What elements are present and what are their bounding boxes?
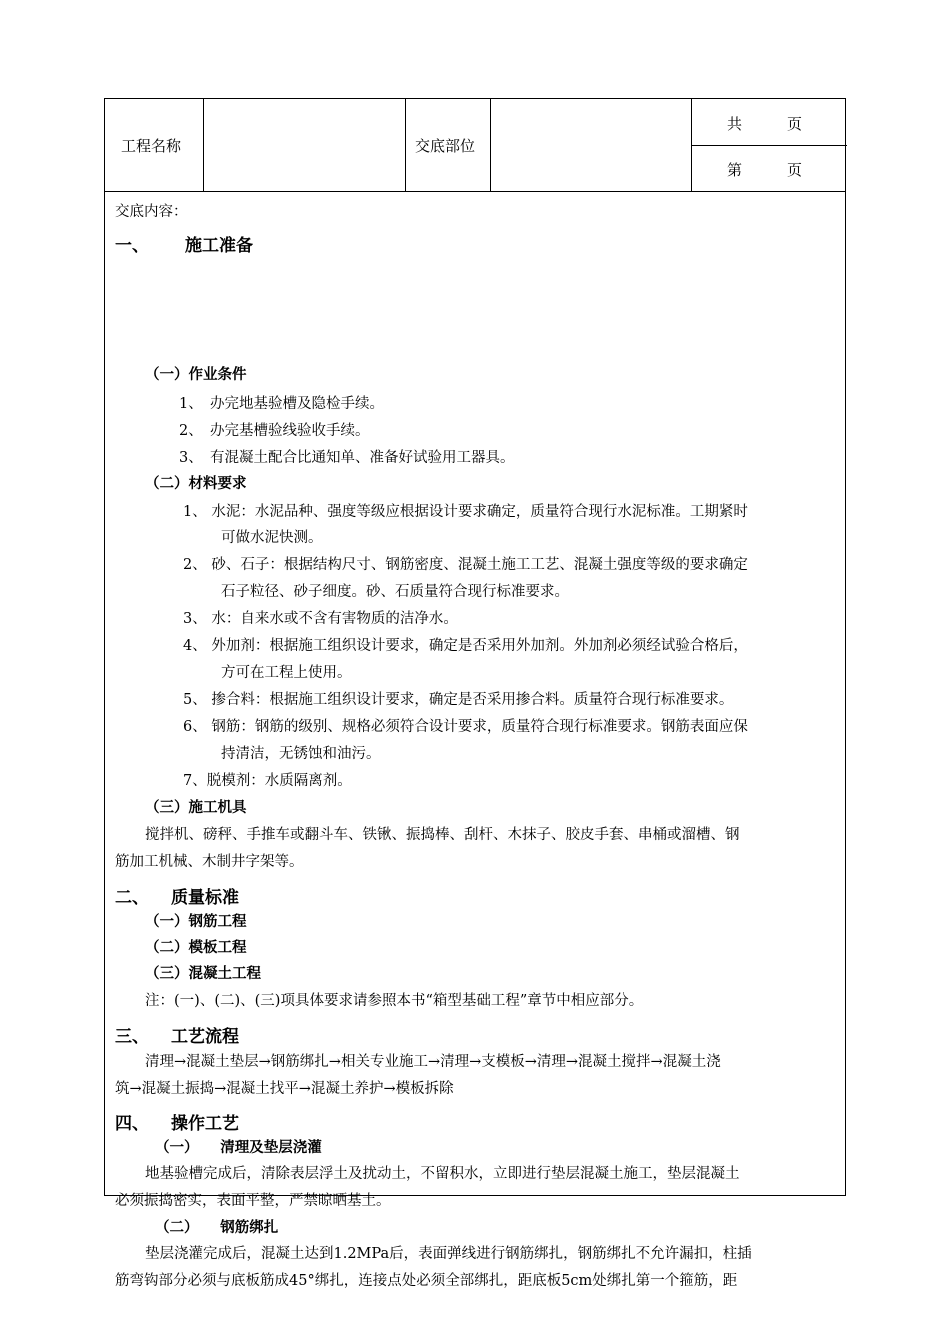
handover-form (104, 98, 846, 1289)
list-item: 2、 办完基槽验线验收手续。 (179, 423, 370, 439)
project-name-label: 工程名称 (121, 137, 182, 155)
list-item: 7、脱模剂：水质隔离剂。 (183, 773, 352, 789)
divider (203, 99, 204, 191)
paragraph-line: 地基验槽完成后，清除表层浮土及扰动土，不留积水，立即进行垫层混凝土施工，垫层混凝土 (145, 1166, 740, 1182)
paragraph-line: 垫层浇灌完成后，混凝土达到1.2MPa后，表面弹线进行钢筋绑扎，钢筋绑扎不允许漏扣，柱插 (145, 1246, 752, 1262)
subsection-title: （三）施工机具 (145, 800, 247, 816)
divider (405, 99, 406, 191)
list-item: 1、 水泥：水泥品种、强度等级应根据设计要求确定，质量符合现行水泥标准。工期紧时 (183, 504, 748, 520)
paragraph-line: 必须振捣密实，表面平整，严禁晾晒基土。 (115, 1193, 391, 1209)
list-item: 可做水泥快测。 (221, 530, 323, 546)
section-title: 施工准备 (185, 236, 253, 256)
subsection-title: （一）作业条件 (145, 367, 247, 383)
list-item: 4、 外加剂：根据施工组织设计要求，确定是否采用外加剂。外加剂必须经试验合格后， (183, 638, 748, 654)
handover-part-label: 交底部位 (415, 137, 476, 155)
paragraph-line: 搅拌机、磅秤、手推车或翻斗车、铁锹、振捣棒、刮杆、木抹子、胶皮手套、串桶或溜槽、钢 (145, 827, 740, 843)
subsection-title: （一）钢筋工程 (145, 914, 247, 930)
list-item: 3、 水：自来水或不含有害物质的洁净水。 (183, 611, 458, 627)
paragraph-line: 筋加工机械、木制井字架等。 (115, 854, 304, 870)
divider (691, 145, 847, 146)
list-item: 2、 砂、石子：根据结构尺寸、钢筋密度、混凝土施工工艺、混凝土强度等级的要求确定 (183, 557, 748, 573)
subsection-title: （三）混凝土工程 (145, 966, 261, 982)
section-title: 操作工艺 (171, 1114, 239, 1134)
section-number: 二、 (115, 888, 149, 908)
content-label: 交底内容： (115, 204, 188, 220)
section-number: 四、 (115, 1114, 149, 1134)
paragraph-line: 筋弯钩部分必须与底板筋成45°绑扎，连接点处必须全部绑扎，距底板5cm处绑扎第一个箍筋，距 (115, 1273, 738, 1289)
section-number: 一、 (115, 236, 149, 256)
subsection-title: （一） 清理及垫层浇灌 (155, 1140, 322, 1156)
list-item: 石子粒径、砂子细度。砂、石质量符合现行标准要求。 (221, 584, 569, 600)
list-item: 持清洁，无锈蚀和油污。 (221, 746, 381, 762)
page-number: 第 页 (727, 161, 803, 179)
form-header (105, 99, 845, 192)
section-title: 质量标准 (171, 888, 239, 908)
subsection-title: （二） 钢筋绑扎 (155, 1220, 279, 1236)
section-title: 工艺流程 (171, 1027, 239, 1047)
section-number: 三、 (115, 1027, 149, 1047)
note: 注：(一)、(二)、(三)项具体要求请参照本书“箱型基础工程”章节中相应部分。 (145, 993, 644, 1009)
paragraph-line: 筑→混凝土振捣→混凝土找平→混凝土养护→模板拆除 (115, 1081, 454, 1097)
divider (490, 99, 491, 191)
list-item: 6、 钢筋：钢筋的级别、规格必须符合设计要求，质量符合现行标准要求。钢筋表面应保 (183, 719, 748, 735)
list-item: 1、 办完地基验槽及隐检手续。 (179, 396, 384, 412)
subsection-title: （二）模板工程 (145, 940, 247, 956)
paragraph-line: 清理→混凝土垫层→钢筋绑扎→相关专业施工→清理→支模板→清理→混凝土搅拌→混凝土浇 (145, 1054, 721, 1070)
list-item: 方可在工程上使用。 (221, 665, 352, 681)
list-item: 5、 掺合料：根据施工组织设计要求，确定是否采用掺合料。质量符合现行标准要求。 (183, 692, 734, 708)
total-pages: 共 页 (727, 115, 803, 133)
subsection-title: （二）材料要求 (145, 476, 247, 492)
list-item: 3、 有混凝土配合比通知单、准备好试验用工器具。 (179, 450, 515, 466)
